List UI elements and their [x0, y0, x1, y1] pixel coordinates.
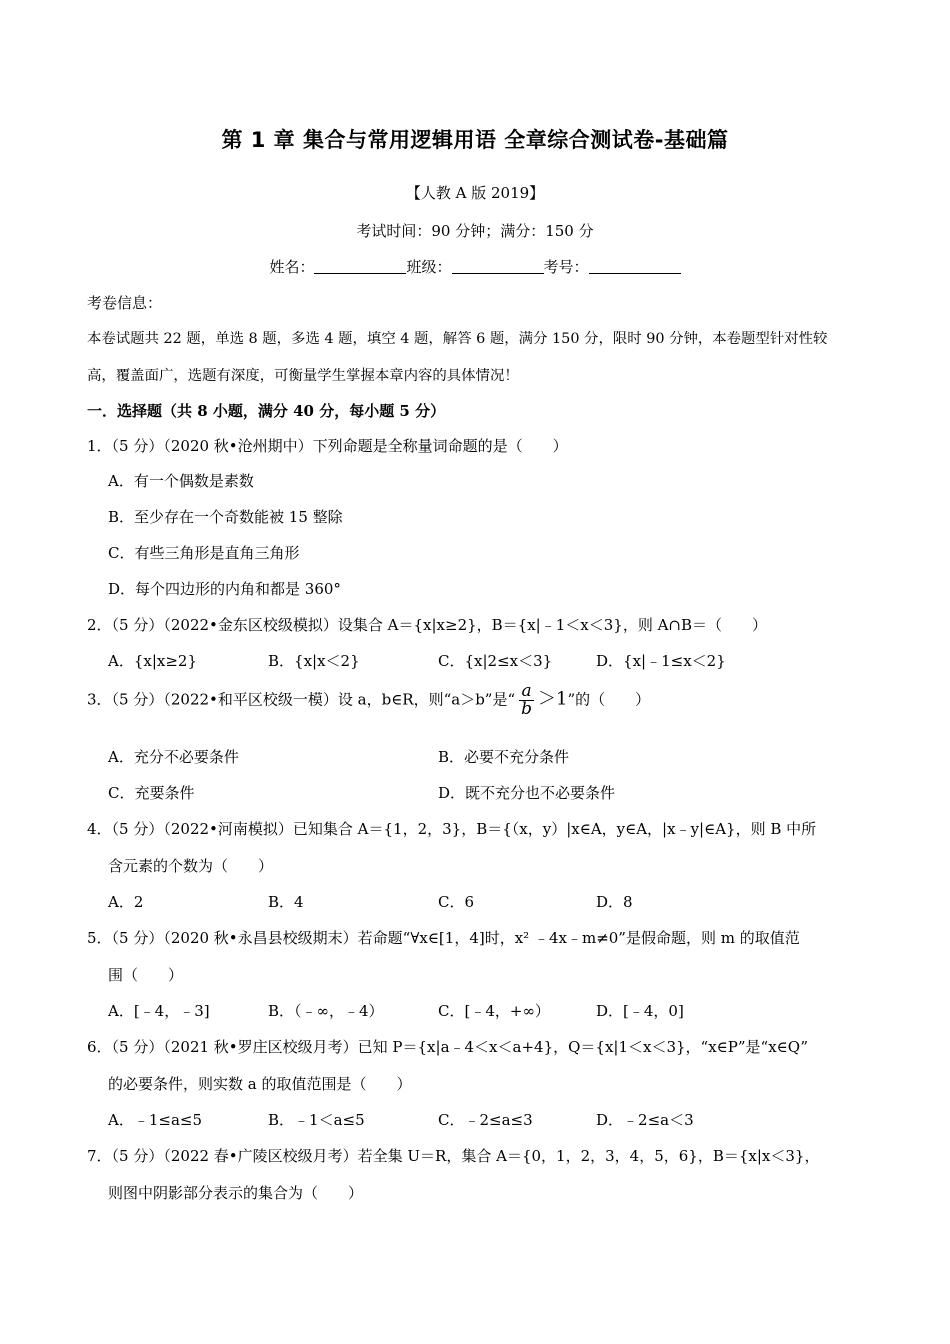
fraction-numerator: a	[519, 683, 534, 701]
fraction-comparison: ＞1	[538, 688, 568, 710]
question-1-stem: 1．（5 分）（2020 秋•沧州期中）下列命题是全称量词命题的是（ ）	[87, 437, 568, 455]
paper-info-line1: 本卷试题共 22 题，单选 8 题，多选 4 题，填空 4 题，解答 6 题，满分 150 分，限时 90 分钟，本卷题型针对性较	[87, 331, 828, 347]
question-5-option-c[interactable]: C．[﹣4，+∞）	[438, 1002, 550, 1020]
question-4-option-a[interactable]: A．2	[108, 893, 144, 911]
fraction-a-over-b	[519, 683, 534, 718]
id-field[interactable]	[589, 258, 681, 274]
name-field[interactable]	[314, 258, 406, 274]
exam-info: 考试时间：90 分钟；满分：150 分	[356, 222, 594, 240]
question-2-option-a[interactable]: A．{x|x≥2}	[108, 652, 198, 670]
question-4-stem-line2: 含元素的个数为（ ）	[108, 857, 274, 875]
question-4-option-d[interactable]: D．8	[596, 893, 633, 911]
question-3-option-b[interactable]: B．必要不充分条件	[438, 748, 570, 766]
question-6-stem-line2: 的必要条件，则实数 a 的取值范围是（ ）	[108, 1075, 412, 1093]
question-3-option-a[interactable]: A．充分不必要条件	[108, 748, 239, 766]
question-7-stem-line1: 7．（5 分）（2022 春•广陵区校级月考）若全集 U＝R，集合 A＝{0，1，2，3，4，5，6}，B＝{x|x＜3}，	[87, 1147, 820, 1165]
question-3-stem-end: ”的（ ）	[567, 690, 651, 709]
question-3-option-d[interactable]: D．既不充分也不必要条件	[438, 784, 616, 802]
paper-info-line2: 高，覆盖面广，选题有深度，可衡量学生掌握本章内容的具体情况！	[87, 368, 519, 384]
question-2-stem: 2．（5 分）（2022•金东区校级模拟）设集合 A＝{x|x≥2}，B＝{x|﹣1＜x＜3}，则 A∩B＝（ ）	[87, 616, 768, 634]
question-1-option-d[interactable]: D．每个四边形的内角和都是 360°	[108, 580, 341, 598]
name-label: 姓名：	[269, 258, 315, 276]
page-title: 第 1 章 集合与常用逻辑用语 全章综合测试卷-基础篇	[221, 128, 729, 152]
question-6-option-b[interactable]: B．﹣1＜a≤5	[268, 1111, 365, 1129]
question-5-option-b[interactable]: B．（﹣∞，﹣4）	[268, 1002, 384, 1020]
section-heading: 一．选择题（共 8 小题，满分 40 分，每小题 5 分）	[87, 402, 446, 420]
question-4-stem-line1: 4．（5 分）（2022•河南模拟）已知集合 A＝{1，2，3}，B＝{（x，y）|x∈A，y∈A，|x﹣y|∈A}，则 B 中所	[87, 820, 817, 838]
question-7-stem-line2: 则图中阴影部分表示的集合为（ ）	[108, 1184, 364, 1202]
question-6-option-c[interactable]: C．﹣2≤a≤3	[438, 1111, 533, 1129]
class-label: 班级：	[406, 258, 452, 276]
paper-info-label: 考卷信息：	[87, 294, 163, 312]
question-3-option-c[interactable]: C．充要条件	[108, 784, 195, 802]
class-field[interactable]	[452, 258, 544, 274]
student-fields	[0, 256, 950, 277]
question-3-stem	[87, 683, 650, 718]
question-1-option-c[interactable]: C．有些三角形是直角三角形	[108, 544, 300, 562]
question-5-stem-line2: 围（ ）	[108, 966, 184, 984]
question-5-stem-line1: 5．（5 分）（2020 秋•永昌县校级期末）若命题“∀x∈[1，4]时，x² ﹣4x﹣m≠0”是假命题，则 m 的取值范	[87, 929, 800, 947]
question-2-option-c[interactable]: C．{x|2≤x＜3}	[438, 652, 553, 670]
id-label: 考号：	[543, 258, 589, 276]
edition-label: 【人教 A 版 2019】	[405, 184, 545, 202]
question-5-option-d[interactable]: D．[﹣4，0]	[596, 1002, 684, 1020]
question-4-option-c[interactable]: C．6	[438, 893, 475, 911]
question-1-option-a[interactable]: A．有一个偶数是素数	[108, 472, 254, 490]
question-1-option-b[interactable]: B．至少存在一个奇数能被 15 整除	[108, 508, 343, 526]
question-2-option-b[interactable]: B．{x|x＜2}	[268, 652, 360, 670]
question-6-option-a[interactable]: A．﹣1≤a≤5	[108, 1111, 202, 1129]
fraction-denominator: b	[521, 699, 533, 719]
question-3-stem-start: 3．（5 分）（2022•和平区校级一模）设 a，b∈R，则“a＞b”是“	[87, 690, 516, 709]
question-2-option-d[interactable]: D．{x|﹣1≤x＜2}	[596, 652, 726, 670]
question-6-stem-line1: 6．（5 分）（2021 秋•罗庄区校级月考）已知 P＝{x|a﹣4＜x＜a+4}，Q＝{x|1＜x＜3}，“x∈P”是“x∈Q”	[87, 1038, 809, 1056]
question-5-option-a[interactable]: A．[﹣4，﹣3]	[108, 1002, 210, 1020]
question-6-option-d[interactable]: D．﹣2≤a＜3	[596, 1111, 694, 1129]
question-4-option-b[interactable]: B．4	[268, 893, 304, 911]
